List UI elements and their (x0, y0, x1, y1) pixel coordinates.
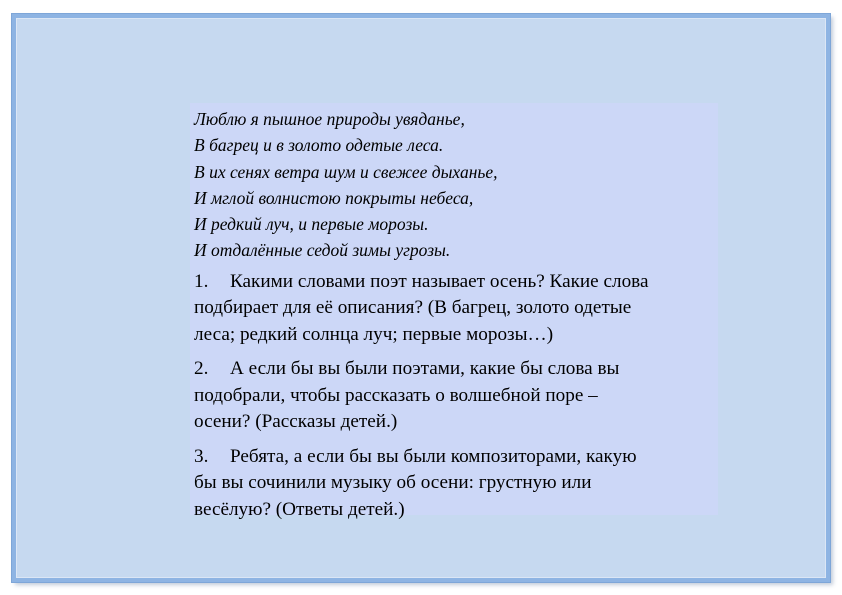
text-box (190, 103, 718, 520)
question-line: бы вы сочинили музыку об осени: грустную или (194, 472, 592, 494)
poem-line: И редкий луч, и первые морозы. (194, 214, 429, 235)
question-line (194, 269, 714, 296)
question-line: подобрали, чтобы рассказать о волшебной поре – (194, 384, 598, 406)
question-line (194, 444, 714, 471)
poem-line: И мглой волнистою покрыты небеса, (194, 187, 474, 208)
question-number: 1. (194, 270, 209, 292)
question-number: 3. (194, 445, 209, 467)
poem (194, 106, 714, 264)
question-text: Какими словами поэт называет осень? Какие слова (230, 270, 649, 292)
question-1 (194, 269, 714, 349)
question-2 (194, 356, 714, 436)
question-text: Ребята, а если бы вы были композиторами, какую (230, 445, 637, 467)
question-text: А если бы вы были поэтами, какие бы слова вы (230, 358, 620, 380)
poem-line: В их сенях ветра шум и свежее дыханье, (194, 161, 498, 182)
question-line: подбирает для её описания? (В багрец, золото одетые (194, 297, 632, 319)
poem-line: И отдалённые седой зимы угрозы. (194, 240, 451, 261)
question-line: весёлую? (Ответы детей.) (194, 498, 405, 520)
question-3 (194, 444, 714, 524)
poem-line: Люблю я пышное природы увяданье, (194, 109, 465, 129)
question-line: осени? (Рассказы детей.) (194, 411, 398, 433)
poem-line: В багрец и в золото одетые леса. (194, 135, 444, 156)
question-number: 2. (194, 358, 209, 380)
question-line (194, 356, 714, 383)
slide-frame (12, 14, 830, 582)
question-line: леса; редкий солнца луч; первые морозы…) (194, 323, 554, 345)
